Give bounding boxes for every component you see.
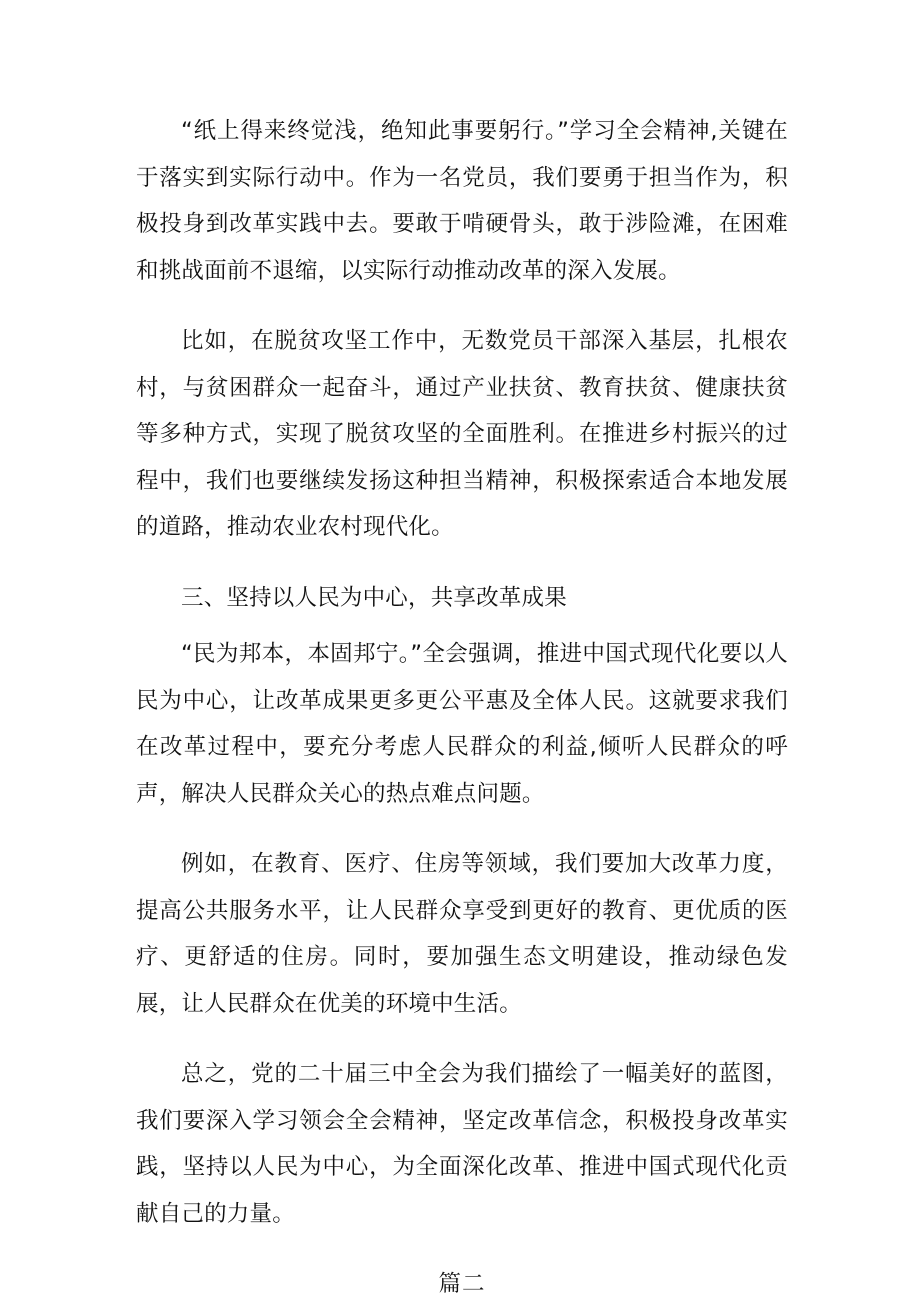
document-body — [136, 108, 788, 1308]
paragraph-poverty-example: 比如，在脱贫攻坚工作中，无数党员干部深入基层，扎根农村，与贫困群众一起奋斗，通过产业扶贫、教育扶贫、健康扶贫等多种方式，实现了脱贫攻坚的全面胜利。在推进乡村振兴的过程中，我们也要继续发扬这种担当精神，积极探索适合本地发展的道路，推动农业农村现代化。 — [136, 328, 788, 540]
paragraph-people-foundation: “民为邦本，本固邦宁。”全会强调，推进中国式现代化要以人民为中心，让改革成果更多更公平惠及全体人民。这就要求我们在改革过程中，要充分考虑人民群众的利益,倾听人民群众的呼声，解决人民群众关心的热点难点问题。 — [136, 641, 788, 807]
section-heading-people-centered: 三、坚持以人民为中心，共享改革成果 — [181, 584, 567, 611]
paragraph-practice: “纸上得来终觉浅，绝知此事要躬行。”学习全会精神,关键在于落实到实际行动中。作为一名党员，我们要勇于担当作为，积极投身到改革实践中去。要敢于啃硬骨头，敢于涉险滩，在困难和挑战面前不退缩，以实际行动推动改革的深入发展。 — [136, 118, 788, 284]
paragraph-public-services-example: 例如，在教育、医疗、住房等领域，我们要加大改革力度，提高公共服务水平，让人民群众享受到更好的教育、更优质的医疗、更舒适的住房。同时，要加强生态文明建设，推动绿色发展，让人民群众在优美的环境中生活。 — [136, 851, 788, 1017]
section-title-part-two: 篇二 — [438, 1271, 486, 1297]
paragraph-conclusion: 总之，党的二十届三中全会为我们描绘了一幅美好的蓝图，我们要深入学习领会全会精神，坚定改革信念，积极投身改革实践，坚持以人民为中心，为全面深化改革、推进中国式现代化贡献自己的力量。 — [136, 1061, 788, 1227]
